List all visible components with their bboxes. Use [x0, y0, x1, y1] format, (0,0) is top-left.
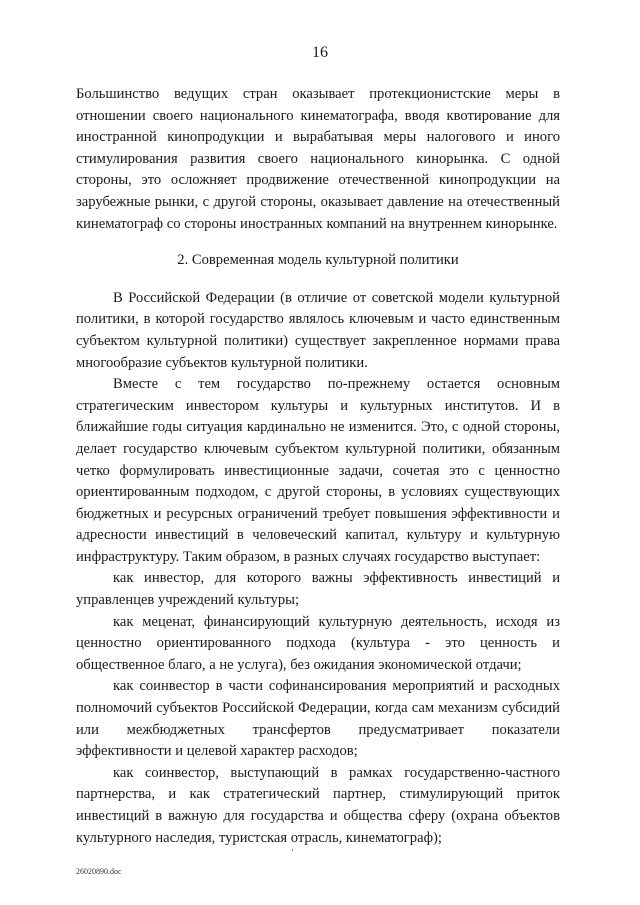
- list-item-paragraph: как соинвестор в части софинансирования мероприятий и расходных полномочий субъектов Российской Федерации, когда сам механизм субсидий или межбюджетных трансфертов предусматривает показатели эффективности и целевой характер расходов;: [76, 678, 560, 760]
- list-item-paragraph: как меценат, финансирующий культурную деятельность, исходя из ценностно ориентированного подхода (культура - это ценность и общественное благо, а не услуга), без ожидания экономической отдачи;: [76, 613, 560, 673]
- list-item-paragraph: как инвестор, для которого важны эффективность инвестиций и управленцев учреждений культуры;: [76, 570, 560, 609]
- paragraph: В Российской Федерации (в отличие от советской модели культурной политики, в которой государство являлось ключевым и часто единственным субъектом культурной политики) существует закрепленное нормами права многообразие субъектов культурной политики.: [76, 289, 560, 371]
- section-heading: 2. Современная модель культурной политики: [177, 252, 459, 269]
- page-number: 16: [312, 44, 328, 61]
- list-item-paragraph: как соинвестор, выступающий в рамках государственно-частного партнерства, и как стратегический партнер, стимулирующий приток инвестиций в важную для государства и общества сферу (охрана объектов культурного наследия, туристская отрасль, кинематограф);: [76, 764, 560, 846]
- footer-file-code: 26020890.doc: [76, 867, 122, 876]
- body-text: [76, 84, 560, 849]
- paragraph-intro: Большинство ведущих стран оказывает протекционистские меры в отношении своего национального кинематографа, вводя квотирование для иностранной кинопродукции и вырабатывая меры налогового и иного стимулирования развития своего национального кинорынка. С одной стороны, это осложняет продвижение отечественной кинопродукции на зарубежные рынки, с другой стороны, оказывает давление на отечественный кинематограф со стороны иностранных компаний на внутреннем кинорынке.: [76, 86, 560, 232]
- scan-mark: [292, 849, 293, 851]
- paragraph: Вместе с тем государство по-прежнему остается основным стратегическим инвестором культуры и культурных институтов. И в ближайшие годы ситуация кардинально не изменится. Это, с одной стороны, делает государство ключевым субъектом культурной политики, обязанным четко формулировать инвестиционные задачи, сочетая это с ценностно ориентированным подходом, с другой стороны, в условиях существующих бюджетных и ресурсных ограничений требует повышения эффективности и адресности инвестиций в человеческий капитал, культуру и культурную инфраструктуру. Таким образом, в разных случаях государство выступает:: [76, 376, 560, 565]
